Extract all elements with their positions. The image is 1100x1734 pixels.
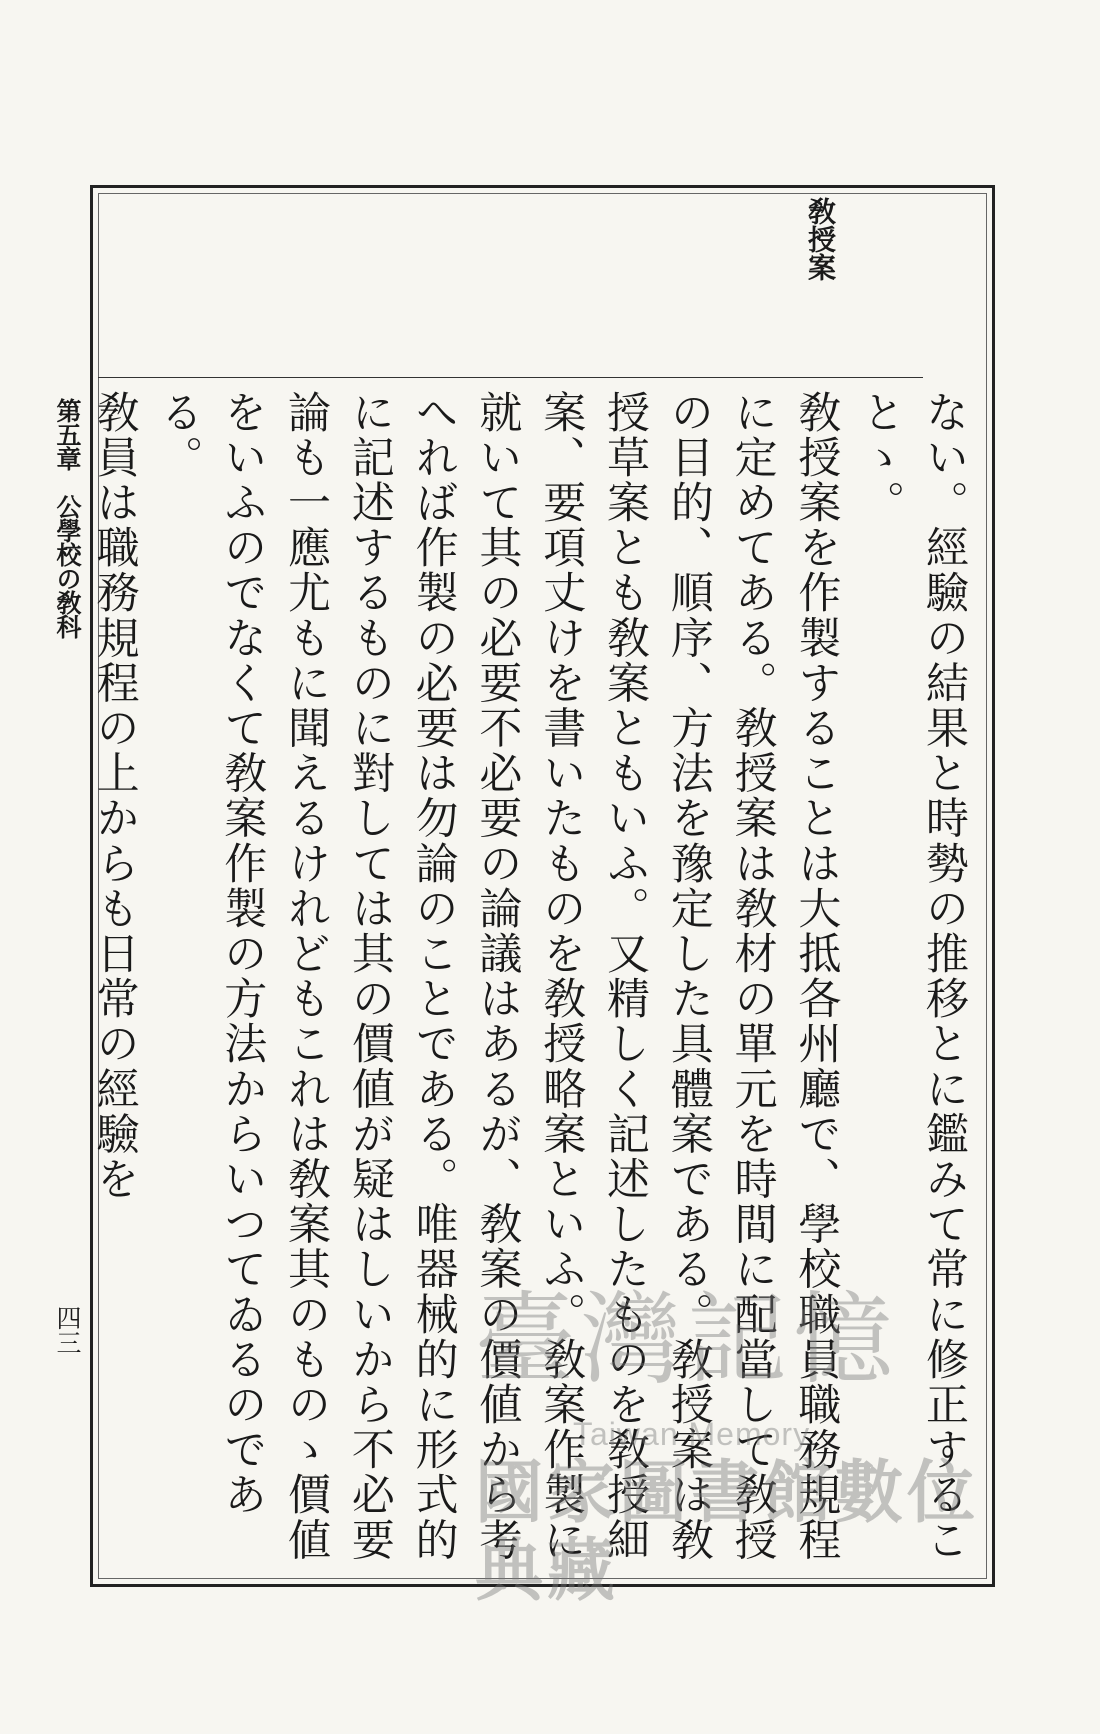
body-text xyxy=(89,390,975,1580)
page-number: 四三 xyxy=(53,1305,82,1355)
running-header-title: 敎授案 xyxy=(804,197,837,281)
paragraph-2: 敎授案を作製することは大抵各州廳で、學校職員職務規程に定めてある。敎授案は敎材の單元を時間に配當して敎授の目的、順序、方法を豫定した具體案である。敎授案は敎授草案とも敎案ともいふ。又精しく記述したものを敎授細案、要項丈けを書いたものを敎授略案といふ。敎案作製に就いて其の必要不必要の論議はあるが、敎案の價値から考へれば作製の必要は勿論のことである。唯器械的に形式的に記述するものに對しては其の價値が疑はしいから不必要論も一應尤もに聞えるけれどもこれは敎案其のものゝ價値をいふのでなくて敎案作製の方法からいつてゐるのである。 xyxy=(153,390,842,1563)
header-rule xyxy=(98,377,923,378)
watermark-bottom: 國家圖書館數位典藏 xyxy=(475,1454,980,1611)
chapter-margin-note: 第五章 公學校の敎科 xyxy=(53,398,82,638)
paragraph-3: 敎員は職務規程の上からも日常の經驗を xyxy=(89,390,140,1202)
watermark-main: 臺灣記憶 xyxy=(475,1281,899,1398)
paragraph-1: ない。經驗の結果と時勢の推移とに鑑みて常に修正することゝ。 xyxy=(855,390,969,1563)
watermark-sub: Taiwan Memory xyxy=(573,1416,811,1452)
